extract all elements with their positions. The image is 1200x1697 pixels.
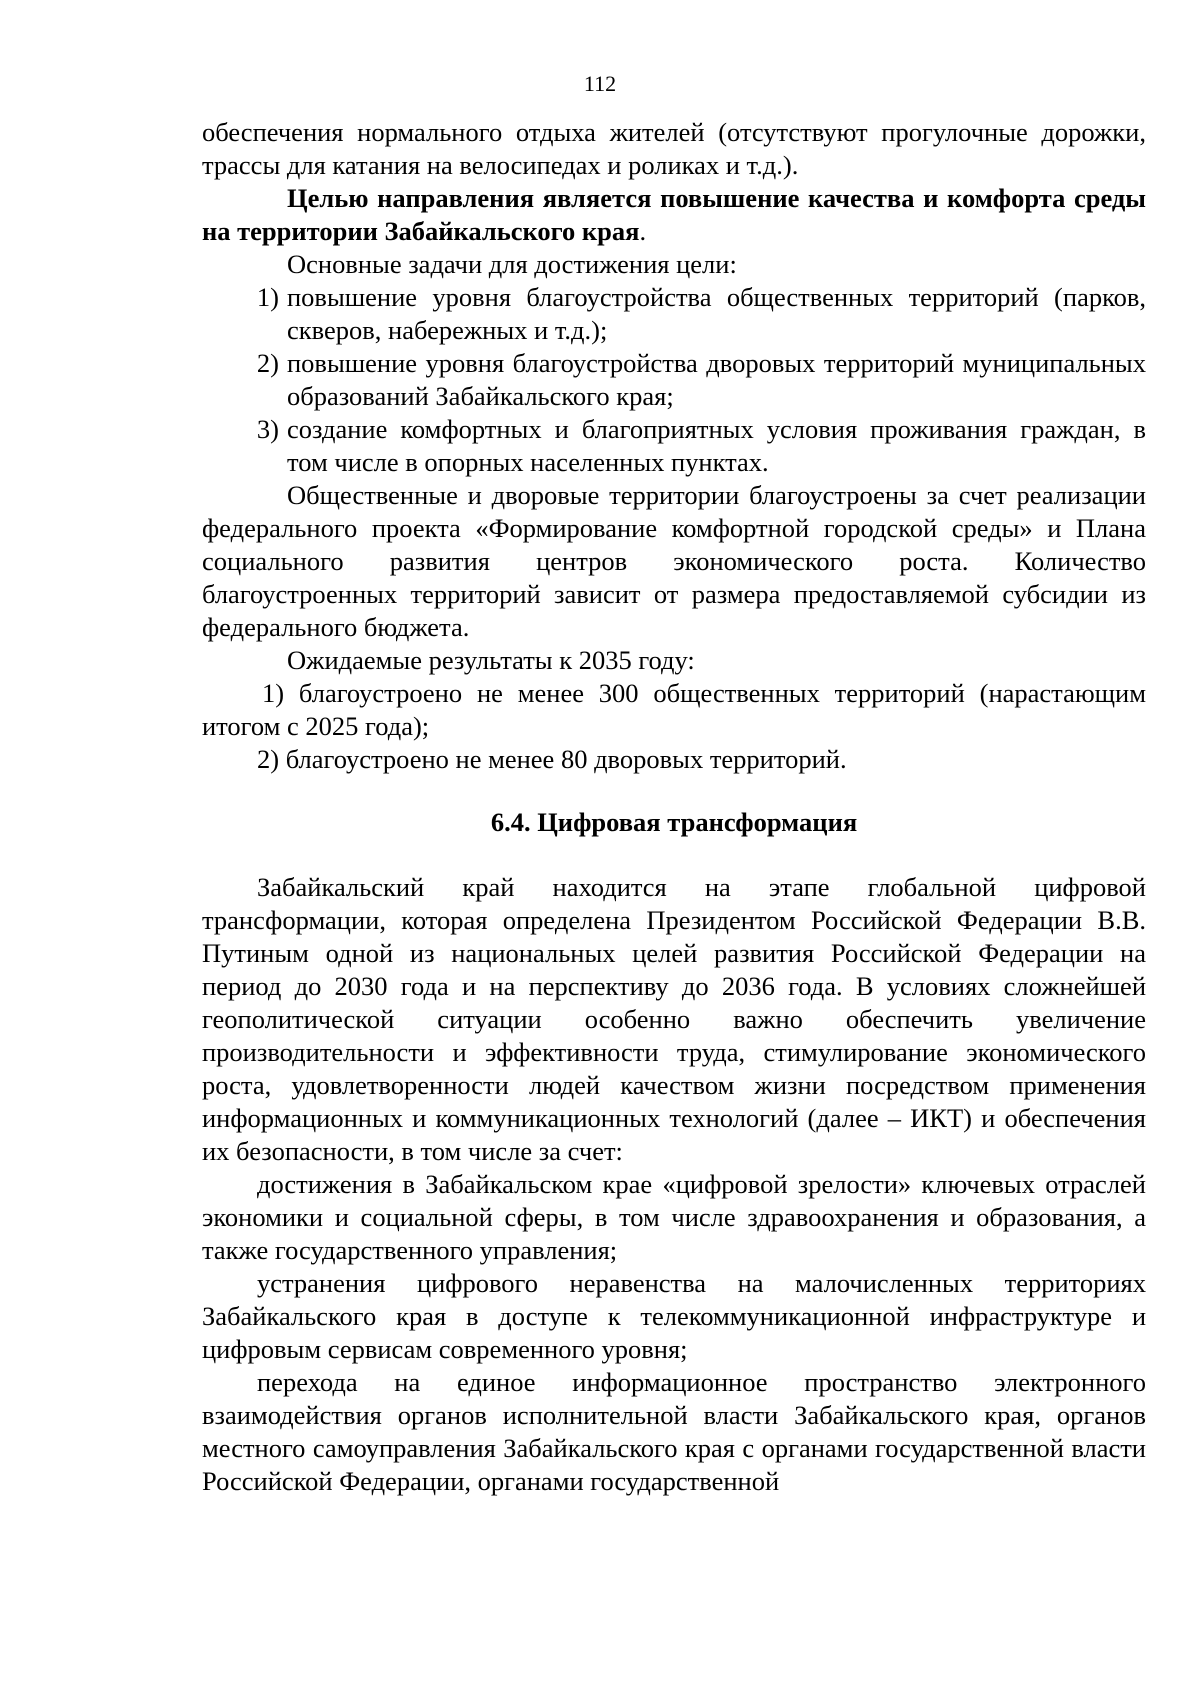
task-text: создание комфортных и благоприятных условия проживания граждан, в том числе в опорных населенных пунктах. [287, 414, 1146, 477]
task-number: 1) [256, 282, 279, 312]
result-item: 2) благоустроено не менее 80 дворовых территорий. [257, 744, 847, 774]
goal-paragraph [202, 182, 1146, 248]
goal-end: . [639, 216, 647, 246]
intro-paragraph: обеспечения нормального отдыха жителей (отсутствуют прогулочные дорожки, трассы для катания на велосипедах и роликах и т.д.). [202, 117, 1146, 180]
digital-item: достижения в Забайкальском крае «цифровой зрелости» ключевых отраслей экономики и социальной сферы, в том числе здравоохранения и образования, а также государственного управления; [202, 1169, 1146, 1265]
task-item [202, 281, 1146, 347]
results-intro: Ожидаемые результаты к 2035 году: [287, 645, 695, 675]
document-body [202, 116, 1146, 1498]
task-text: повышение уровня благоустройства общественных территорий (парков, скверов, набережных и т.д.); [287, 282, 1146, 345]
page-number: 112 [583, 71, 617, 96]
digital-item: устранения цифрового неравенства на малочисленных территориях Забайкальского края в доступе к телекоммуникационной инфраструктуре и цифровым сервисам современного уровня; [202, 1268, 1146, 1364]
task-number: 2) [256, 348, 279, 378]
task-item [202, 347, 1146, 413]
result-item: 1) благоустроено не менее 300 общественных территорий (нарастающим итогом с 2025 года); [202, 678, 1146, 741]
task-item [202, 413, 1146, 479]
task-text: повышение уровня благоустройства дворовых территорий муниципальных образований Забайкальского края; [287, 348, 1146, 411]
goal-bold-text: Целью направления является повышение качества и комфорта среды на территории Забайкальского края [202, 183, 1146, 246]
digital-item: перехода на единое информационное пространство электронного взаимодействия органов исполнительной власти Забайкальского края, органов местного самоуправления Забайкальского края с органами государственной власти Российской Федерации, органами государственной [202, 1367, 1146, 1496]
tasks-intro: Основные задачи для достижения цели: [287, 249, 737, 279]
digital-paragraph: Забайкальский край находится на этапе глобальной цифровой трансформации, которая определена Президентом Российской Федерации В.В. Путиным одной из национальных целей развития Российской Федерации на период до 2030 года и на перспективу до 2036 года. В условиях сложнейшей геополитической ситуации особенно важно обеспечить увеличение производительности и эффективности труда, стимулирование экономического роста, удовлетворенности людей качеством жизни посредством применения информационных и коммуникационных технологий (далее – ИКТ) и обеспечения их безопасности, в том числе за счет: [202, 872, 1146, 1166]
task-number: 3) [256, 414, 279, 444]
section-heading: 6.4. Цифровая трансформация [490, 807, 858, 837]
territories-paragraph: Общественные и дворовые территории благоустроены за счет реализации федерального проекта «Формирование комфортной городской среды» и Плана социального развития центров экономического роста. Количество благоустроенных территорий зависит от размера предоставляемой субсидии из федерального бюджета. [202, 480, 1146, 642]
